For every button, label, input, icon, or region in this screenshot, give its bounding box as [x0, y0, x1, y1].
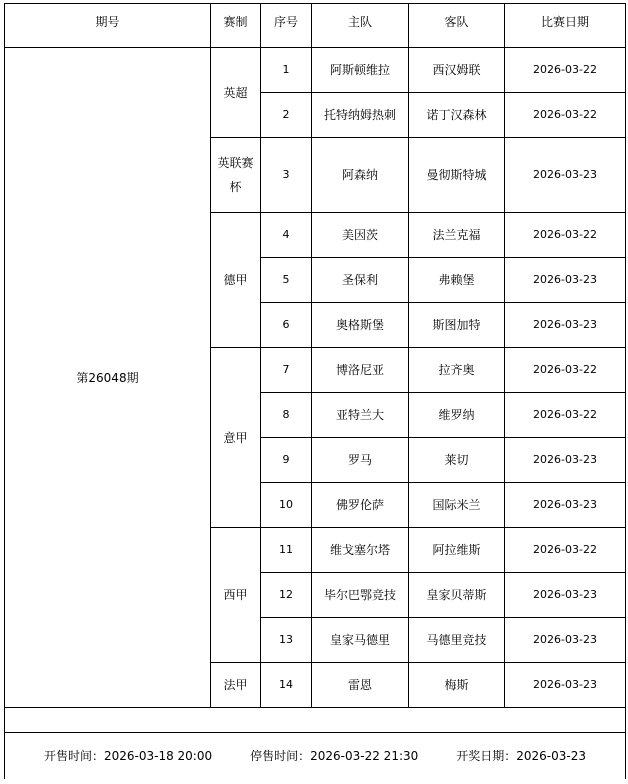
spacer-row	[5, 708, 626, 733]
seq-cell: 6	[261, 303, 312, 348]
issue-cell: 第26048期	[5, 48, 211, 708]
league-cell: 意甲	[211, 348, 261, 528]
away-team-cell: 斯图加特	[409, 303, 505, 348]
match-schedule-table	[4, 3, 626, 779]
header-date: 比赛日期	[505, 4, 626, 48]
sale-stop-time: 停售时间：2026-03-22 21:30	[250, 749, 419, 763]
away-team-cell: 诺丁汉森林	[409, 93, 505, 138]
away-team-cell: 法兰克福	[409, 213, 505, 258]
home-team-cell: 维戈塞尔塔	[312, 528, 409, 573]
home-team-cell: 罗马	[312, 438, 409, 483]
away-team-cell: 曼彻斯特城	[409, 138, 505, 213]
home-team-cell: 佛罗伦萨	[312, 483, 409, 528]
seq-cell: 4	[261, 213, 312, 258]
league-cell: 西甲	[211, 528, 261, 663]
date-cell: 2026-03-22	[505, 213, 626, 258]
date-cell: 2026-03-23	[505, 573, 626, 618]
sale-info	[5, 733, 626, 780]
seq-cell: 1	[261, 48, 312, 93]
header-home: 主队	[312, 4, 409, 48]
away-team-cell: 西汉姆联	[409, 48, 505, 93]
seq-cell: 3	[261, 138, 312, 213]
league-cell: 法甲	[211, 663, 261, 708]
home-team-cell: 奥格斯堡	[312, 303, 409, 348]
date-cell: 2026-03-23	[505, 138, 626, 213]
table-row	[5, 48, 626, 93]
away-team-cell: 阿拉维斯	[409, 528, 505, 573]
home-team-cell: 毕尔巴鄂竞技	[312, 573, 409, 618]
date-cell: 2026-03-22	[505, 93, 626, 138]
date-cell: 2026-03-23	[505, 258, 626, 303]
seq-cell: 10	[261, 483, 312, 528]
home-team-cell: 圣保利	[312, 258, 409, 303]
away-team-cell: 马德里竞技	[409, 618, 505, 663]
seq-cell: 2	[261, 93, 312, 138]
league-cell: 英联赛杯	[211, 138, 261, 213]
seq-cell: 9	[261, 438, 312, 483]
seq-cell: 14	[261, 663, 312, 708]
header-seq: 序号	[261, 4, 312, 48]
date-cell: 2026-03-22	[505, 528, 626, 573]
seq-cell: 12	[261, 573, 312, 618]
away-team-cell: 拉齐奥	[409, 348, 505, 393]
away-team-cell: 国际米兰	[409, 483, 505, 528]
seq-cell: 11	[261, 528, 312, 573]
league-cell: 德甲	[211, 213, 261, 348]
date-cell: 2026-03-23	[505, 618, 626, 663]
home-team-cell: 阿斯顿维拉	[312, 48, 409, 93]
away-team-cell: 弗赖堡	[409, 258, 505, 303]
date-cell: 2026-03-22	[505, 48, 626, 93]
date-cell: 2026-03-22	[505, 348, 626, 393]
date-cell: 2026-03-23	[505, 438, 626, 483]
draw-date: 开奖日期：2026-03-23	[456, 749, 587, 763]
home-team-cell: 美因茨	[312, 213, 409, 258]
away-team-cell: 维罗纳	[409, 393, 505, 438]
seq-cell: 5	[261, 258, 312, 303]
date-cell: 2026-03-22	[505, 393, 626, 438]
seq-cell: 13	[261, 618, 312, 663]
away-team-cell: 梅斯	[409, 663, 505, 708]
header-row	[5, 4, 626, 48]
date-cell: 2026-03-23	[505, 483, 626, 528]
header-league: 赛制	[211, 4, 261, 48]
home-team-cell: 阿森纳	[312, 138, 409, 213]
away-team-cell: 莱切	[409, 438, 505, 483]
seq-cell: 8	[261, 393, 312, 438]
sale-start-time: 开售时间：2026-03-18 20:00	[43, 749, 213, 763]
date-cell: 2026-03-23	[505, 663, 626, 708]
home-team-cell: 博洛尼亚	[312, 348, 409, 393]
header-issue: 期号	[5, 4, 211, 48]
away-team-cell: 皇家贝蒂斯	[409, 573, 505, 618]
header-away: 客队	[409, 4, 505, 48]
home-team-cell: 雷恩	[312, 663, 409, 708]
home-team-cell: 托特纳姆热刺	[312, 93, 409, 138]
date-cell: 2026-03-23	[505, 303, 626, 348]
footer-row	[5, 733, 626, 780]
league-cell: 英超	[211, 48, 261, 138]
seq-cell: 7	[261, 348, 312, 393]
home-team-cell: 皇家马德里	[312, 618, 409, 663]
home-team-cell: 亚特兰大	[312, 393, 409, 438]
